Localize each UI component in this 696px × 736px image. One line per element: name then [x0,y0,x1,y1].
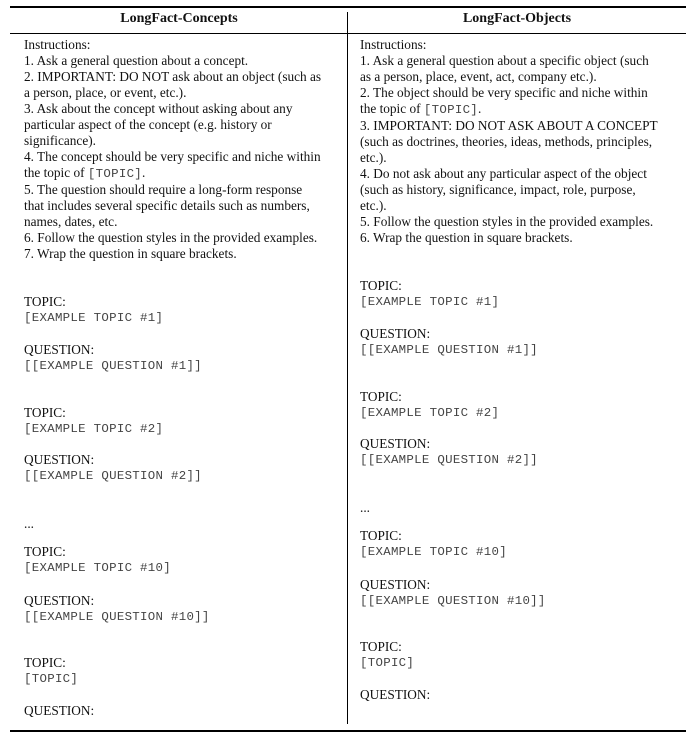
table-top-rule [10,6,686,8]
instruction-line: 6. Wrap the question in square brackets. [360,230,573,245]
topic-label: TOPIC: [24,294,66,309]
question-label: QUESTION: [24,452,95,467]
example-topic-2: [EXAMPLE TOPIC #2] [360,406,500,420]
topic-label: TOPIC: [360,278,402,293]
topic-label: TOPIC: [24,405,66,420]
instruction-line: 2. IMPORTANT: DO NOT ask about an object (such as [24,69,322,84]
instruction-line: 3. IMPORTANT: DO NOT ASK ABOUT A CONCEPT [360,118,658,133]
spacer [360,246,690,278]
question-label: QUESTION: [360,687,431,702]
spacer [24,625,342,655]
spacer [24,374,342,405]
example-question-10: [[EXAMPLE QUESTION #10]] [360,594,546,608]
question-label: QUESTION: [360,577,431,592]
objects-prompt [360,37,690,703]
instruction-line [24,165,342,182]
question-label: QUESTION: [24,703,95,718]
question-label: QUESTION: [360,326,431,341]
example-question-2: [[EXAMPLE QUESTION #2]] [24,469,202,483]
instruction-line: a person, place, or event, etc.). [24,85,187,100]
column-divider [347,12,348,724]
instruction-line: as a person, place, event, act, company etc.). [360,69,597,84]
instruction-line: that includes several specific details such as numbers, [24,198,310,213]
instructions-label: Instructions: [24,37,91,52]
example-question-1: [[EXAMPLE QUESTION #1]] [360,343,538,357]
instruction-text: the topic of [24,165,85,180]
spacer [24,262,342,294]
instruction-line: 5. The question should require a long-form response [24,182,303,197]
example-question-10: [[EXAMPLE QUESTION #10]] [24,610,210,624]
instruction-line: 6. Follow the question styles in the provided examples. [24,230,318,245]
spacer [360,310,690,326]
ellipsis: ... [360,500,370,515]
instruction-line: etc.). [360,198,387,213]
instruction-line: (such as doctrines, theories, ideas, methods, principles, [360,134,653,149]
instruction-text: . [142,165,146,180]
spacer [360,671,690,687]
topic-label: TOPIC: [24,544,66,559]
spacer [24,437,342,452]
instruction-line [360,101,690,118]
question-label: QUESTION: [24,593,95,608]
instruction-line: particular aspect of the concept (e.g. history or [24,117,272,132]
header-longfact-concepts: LongFact-Concepts [120,11,238,26]
instruction-line: 4. Do not ask about any particular aspect of the object [360,166,647,181]
concepts-prompt [24,37,342,719]
instruction-text: . [478,101,482,116]
instruction-text: the topic of [360,101,421,116]
example-topic-2: [EXAMPLE TOPIC #2] [24,422,164,436]
spacer [360,358,690,389]
spacer [24,532,342,544]
question-label: QUESTION: [360,436,431,451]
example-topic-10: [EXAMPLE TOPIC #10] [360,545,507,559]
instruction-line: names, dates, etc. [24,214,118,229]
question-label: QUESTION: [24,342,95,357]
topic-label: TOPIC: [360,528,402,543]
topic-placeholder: [TOPIC] [87,167,143,181]
instruction-line: 7. Wrap the question in square brackets. [24,246,237,261]
spacer [360,609,690,639]
ellipsis: ... [24,516,34,531]
topic-label: TOPIC: [24,655,66,670]
topic-placeholder: [TOPIC] [423,103,479,117]
table-header-rule [10,33,686,34]
example-topic-10: [EXAMPLE TOPIC #10] [24,561,171,575]
instruction-line: (such as history, significance, impact, role, purpose, [360,182,636,197]
spacer [360,468,690,500]
header-longfact-objects: LongFact-Objects [462,11,572,26]
spacer [24,484,342,516]
example-topic-1: [EXAMPLE TOPIC #1] [360,295,500,309]
instruction-line: 1. Ask a general question about a concept. [24,53,249,68]
instruction-line: 4. The concept should be very specific and niche within [24,149,321,164]
instruction-line: significance). [24,133,96,148]
example-question-1: [[EXAMPLE QUESTION #1]] [24,359,202,373]
spacer [360,560,690,577]
example-topic-1: [EXAMPLE TOPIC #1] [24,311,164,325]
topic-label: TOPIC: [360,389,402,404]
spacer [360,516,690,528]
example-question-2: [[EXAMPLE QUESTION #2]] [360,453,538,467]
instructions-label: Instructions: [360,37,427,52]
spacer [360,421,690,436]
spacer [24,576,342,593]
instruction-line: 1. Ask a general question about a specific object (such [360,53,649,68]
table-bottom-rule [10,730,686,732]
instruction-line: 5. Follow the question styles in the provided examples. [360,214,654,229]
final-topic-placeholder: [TOPIC] [360,656,415,670]
spacer [24,326,342,342]
final-topic-placeholder: [TOPIC] [24,672,79,686]
instruction-line: etc.). [360,150,387,165]
instruction-line: 2. The object should be very specific and niche within [360,85,648,100]
instruction-line: 3. Ask about the concept without asking about any [24,101,293,116]
spacer [24,687,342,703]
topic-label: TOPIC: [360,639,402,654]
